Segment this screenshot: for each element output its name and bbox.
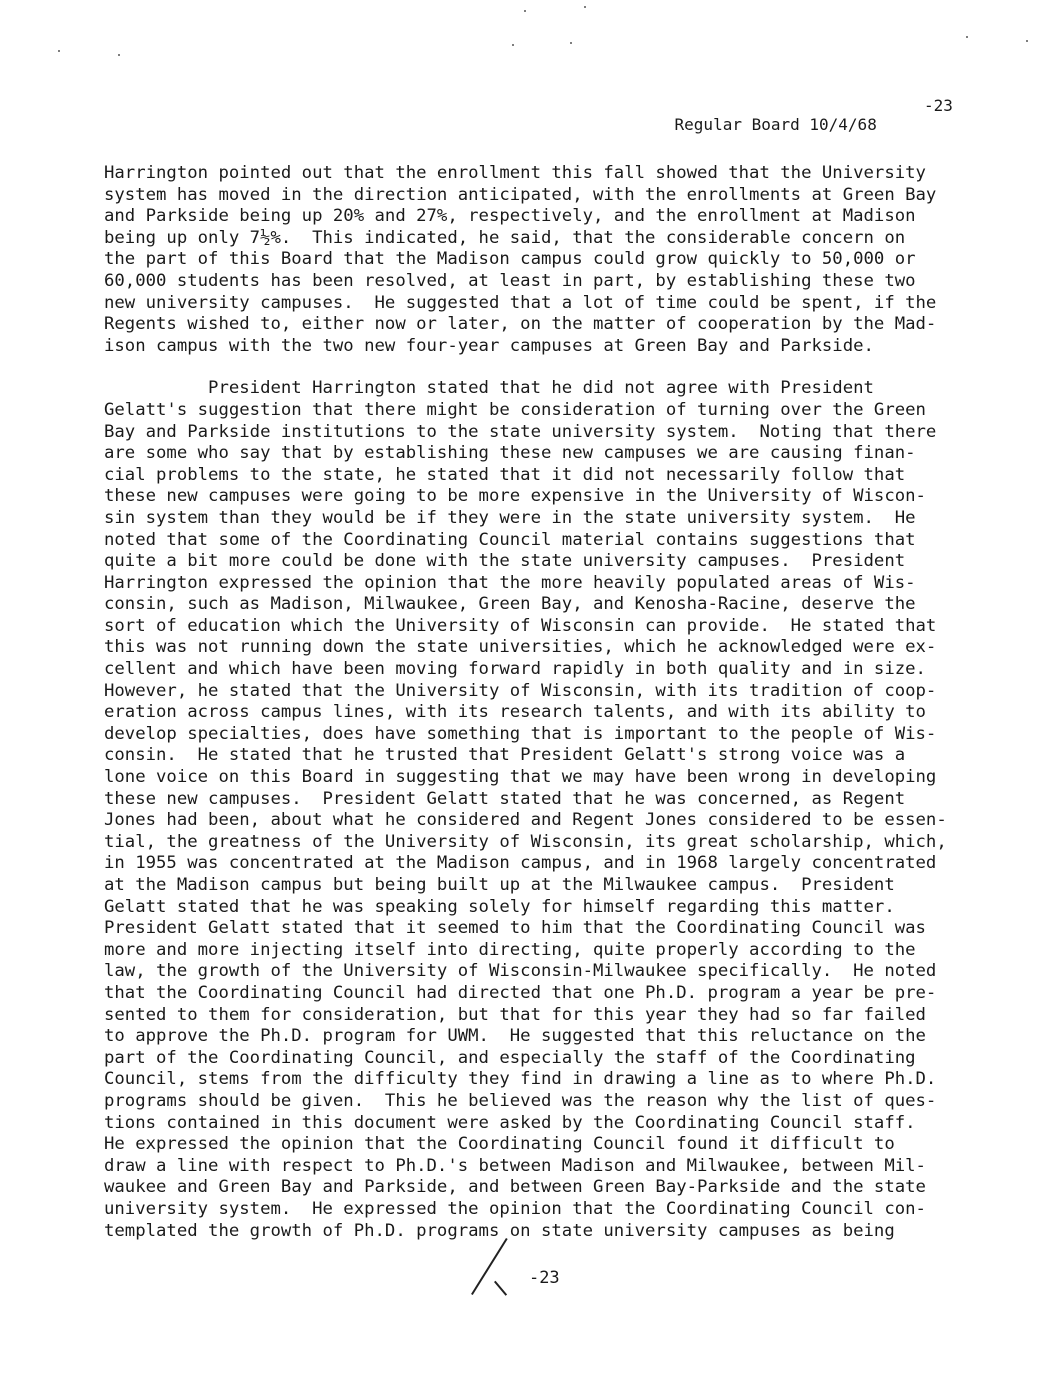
text-line: that the Coordinating Council had directed that one Ph.D. program a year be pre-: [104, 982, 937, 1003]
header-title: Regular Board 10/4/68: [674, 115, 877, 134]
text-line: President Harrington stated that he did not agree with President: [104, 378, 874, 399]
text-line: more and more injecting itself into directing, quite properly according to the: [104, 939, 916, 960]
text-line: are some who say that by establishing these new campuses we are causing finan-: [104, 443, 916, 464]
text-line: templated the growth of Ph.D. programs on state university campuses as being: [104, 1220, 895, 1241]
text-line: However, he stated that the University of Wisconsin, with its tradition of coop-: [104, 680, 937, 701]
text-line: Harrington pointed out that the enrollment this fall showed that the University: [104, 163, 926, 183]
handwritten-check-hook: [494, 1281, 507, 1296]
text-line: Council, stems from the difficulty they find in drawing a line as to where Ph.D.: [104, 1069, 937, 1090]
scan-speck: [1026, 40, 1028, 42]
text-line: consin. He stated that he trusted that President Gelatt's strong voice was a: [104, 745, 906, 766]
text-line: Jones had been, about what he considered and Regent Jones considered to be essen-: [104, 810, 947, 831]
text-line: part of the Coordinating Council, and especially the staff of the Coordinating: [104, 1047, 916, 1068]
scan-speck: [524, 10, 526, 12]
text-line: Regents wished to, either now or later, on the matter of cooperation by the Mad-: [104, 314, 937, 335]
text-line: 60,000 students has been resolved, at least in part, by establishing these two: [104, 270, 916, 291]
page-header: [636, 96, 956, 172]
scan-speck: [118, 54, 120, 56]
text-line: Gelatt stated that he was speaking solely for himself regarding this matter.: [104, 896, 895, 917]
text-line: this was not running down the state universities, which he acknowledged were ex-: [104, 637, 937, 658]
text-line: sort of education which the University of Wisconsin can provide. He stated that: [104, 615, 937, 636]
text-line: Bay and Parkside institutions to the state university system. Noting that there: [104, 421, 937, 442]
text-line: and Parkside being up 20% and 27%, respectively, and the enrollment at Madison: [104, 206, 916, 227]
footer-page-number: -23: [528, 1268, 560, 1288]
text-line: draw a line with respect to Ph.D.'s between Madison and Milwaukee, between Mil-: [104, 1155, 926, 1176]
text-line: sented to them for consideration, but that for this year they had so far failed: [104, 1004, 926, 1025]
text-line: tions contained in this document were asked by the Coordinating Council staff.: [104, 1112, 916, 1133]
text-line: cellent and which have been moving forward rapidly in both quality and in size.: [104, 659, 926, 680]
body-text: [104, 163, 964, 1242]
text-line: noted that some of the Coordinating Council material contains suggestions that: [104, 529, 916, 550]
text-line: tial, the greatness of the University of Wisconsin, its great scholarship, which,: [104, 831, 947, 852]
text-line: university system. He expressed the opinion that the Coordinating Council con-: [104, 1198, 926, 1219]
text-line: the part of this Board that the Madison campus could grow quickly to 50,000 or: [104, 249, 916, 270]
text-line: eration across campus lines, with its research talents, and with its ability to: [104, 702, 926, 723]
text-line: consin, such as Madison, Milwaukee, Green Bay, and Kenosha-Racine, deserve the: [104, 594, 916, 615]
text-line: to approve the Ph.D. program for UWM. He suggested that this reluctance on the: [104, 1026, 926, 1047]
text-line: these new campuses. President Gelatt stated that he was concerned, as Regent: [104, 788, 906, 809]
text-line: these new campuses were going to be more expensive in the University of Wiscon-: [104, 486, 926, 507]
scan-speck: [570, 42, 572, 44]
scan-speck: [584, 6, 586, 8]
text-line: new university campuses. He suggested that a lot of time could be spent, if the: [104, 292, 937, 313]
text-line: ison campus with the two new four-year campuses at Green Bay and Parkside.: [104, 335, 874, 356]
handwritten-check-mark: [471, 1238, 508, 1295]
text-line: He expressed the opinion that the Coordinating Council found it difficult to: [104, 1134, 895, 1155]
header-page-number: -23: [924, 96, 953, 115]
text-line: system has moved in the direction anticipated, with the enrollments at Green Bay: [104, 184, 937, 205]
text-line: waukee and Green Bay and Parkside, and between Green Bay-Parkside and the state: [104, 1177, 926, 1198]
text-line: at the Madison campus but being built up at the Milwaukee campus. President: [104, 875, 895, 895]
text-line: Harrington expressed the opinion that the more heavily populated areas of Wis-: [104, 572, 916, 593]
text-line: Gelatt's suggestion that there might be consideration of turning over the Green: [104, 399, 926, 420]
text-line: law, the growth of the University of Wisconsin-Milwaukee specifically. He noted: [104, 961, 937, 982]
text-line: being up only 7½%. This indicated, he said, that the considerable concern on: [104, 227, 906, 248]
text-line: President Gelatt stated that it seemed to him that the Coordinating Council was: [104, 918, 926, 939]
paragraph: [104, 163, 964, 357]
text-line: in 1955 was concentrated at the Madison campus, and in 1968 largely concentrated: [104, 853, 937, 874]
text-line: sin system than they would be if they were in the state university system. He: [104, 507, 916, 528]
text-line: quite a bit more could be done with the state university campuses. President: [104, 551, 906, 572]
footer-page-mark: [488, 1248, 560, 1348]
text-line: develop specialties, does have something that is important to the people of Wis-: [104, 723, 937, 744]
text-line: lone voice on this Board in suggesting that we may have been wrong in developing: [104, 767, 937, 788]
paragraph: [104, 378, 964, 1242]
text-line: programs should be given. This he believed was the reason why the list of ques-: [104, 1090, 937, 1111]
paragraph-gap: [104, 357, 964, 378]
text-line: cial problems to the state, he stated that it did not necessarily follow that: [104, 464, 906, 485]
scan-speck: [58, 50, 60, 52]
scan-speck: [966, 36, 968, 38]
scan-speck: [512, 44, 514, 46]
